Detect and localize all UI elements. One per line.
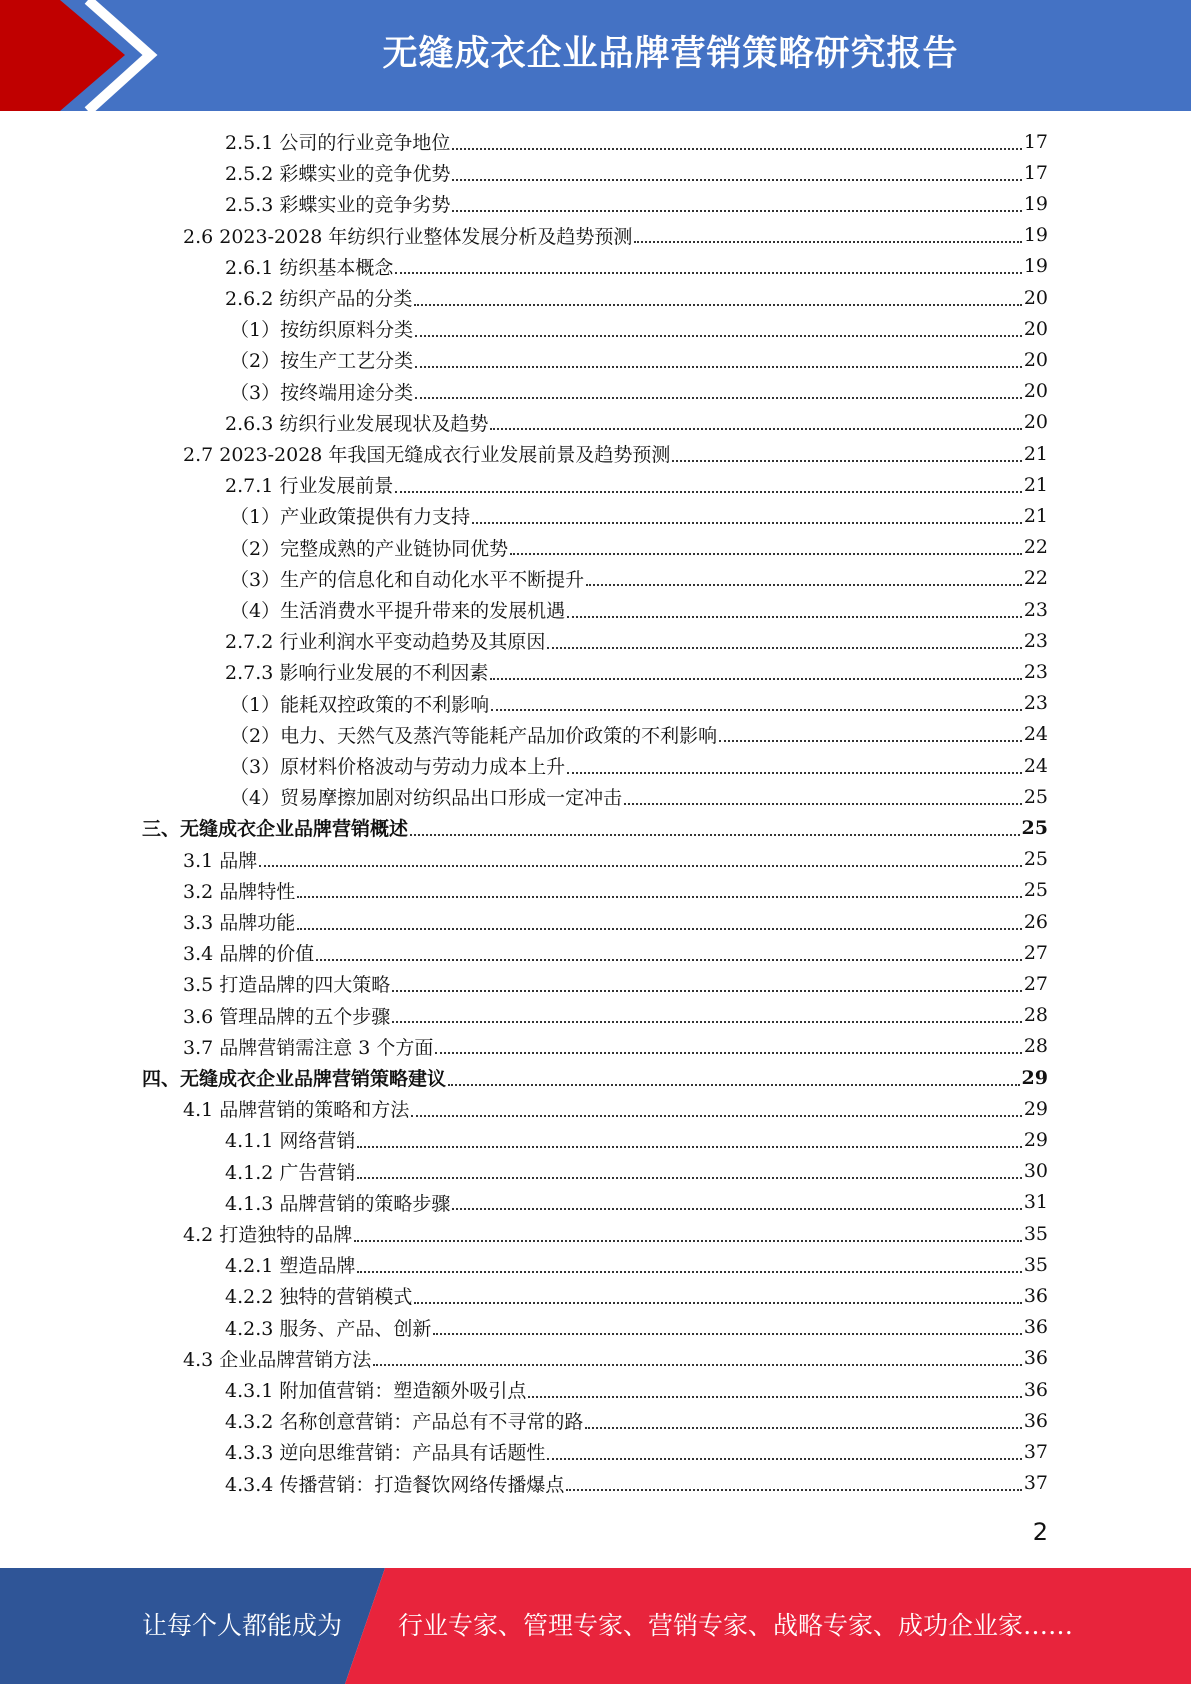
toc-entry-title: （3）按终端用途分类 [230, 381, 414, 404]
toc-leader-dots [490, 678, 1021, 680]
toc-entry[interactable] [230, 376, 1048, 407]
toc-entry[interactable] [225, 157, 1048, 188]
toc-entry-title: 4.1.2 广告营销 [225, 1161, 356, 1184]
toc-leader-dots [411, 1115, 1022, 1117]
toc-entry[interactable] [230, 688, 1048, 719]
toc-leader-dots [547, 1458, 1021, 1460]
toc-entry-title: 四、无缝成衣企业品牌营销策略建议 [142, 1068, 447, 1090]
toc-entry-title: 3.4 品牌的价值 [183, 943, 315, 966]
toc-entry-title: （1）按纺织原料分类 [230, 319, 414, 342]
toc-entry[interactable] [183, 875, 1048, 906]
toc-entry-page: 26 [1023, 910, 1048, 933]
toc-leader-dots [435, 1052, 1021, 1054]
page-footer [0, 1568, 1191, 1684]
toc-entry-title: 4.3.3 逆向思维营销：产品具有话题性 [225, 1442, 546, 1465]
toc-entry-page: 23 [1023, 629, 1048, 652]
toc-entry[interactable] [225, 469, 1048, 500]
toc-entry-title: （2）完整成熟的产业链协同优势 [230, 537, 509, 560]
toc-entry-page: 21 [1023, 473, 1048, 496]
toc-entry-title: 4.1.1 网络营销 [225, 1130, 356, 1153]
toc-leader-dots [634, 241, 1021, 243]
toc-leader-dots [672, 460, 1021, 462]
toc-entry-title: （2）电力、天然气及蒸汽等能耗产品加价政策的不利影响 [230, 724, 718, 747]
toc-leader-dots [415, 335, 1022, 337]
toc-entry-title: 3.5 打造品牌的四大策略 [183, 974, 391, 997]
toc-entry-page: 20 [1023, 317, 1048, 340]
toc-entry-page: 19 [1023, 192, 1048, 215]
toc-entry-page: 22 [1023, 536, 1048, 559]
toc-entry-page: 23 [1023, 692, 1048, 715]
toc-entry[interactable] [183, 906, 1048, 937]
toc-entry[interactable] [225, 126, 1048, 157]
toc-entry-title: 2.7.1 行业发展前景 [225, 475, 394, 498]
toc-entry-title: 2.6.3 纺织行业发展现状及趋势 [225, 412, 489, 435]
toc-entry-page: 36 [1023, 1378, 1048, 1401]
toc-entry[interactable] [183, 844, 1048, 875]
toc-entry-page: 22 [1023, 567, 1048, 590]
toc-entry[interactable] [183, 1218, 1048, 1249]
toc-leader-dots [585, 1427, 1021, 1429]
toc-leader-dots [452, 210, 1021, 212]
toc-entry-page: 36 [1023, 1316, 1048, 1339]
toc-entry-title: 4.1.3 品牌营销的策略步骤 [225, 1192, 451, 1215]
toc-entry-page: 37 [1023, 1440, 1048, 1463]
toc-entry-title: （2）按生产工艺分类 [230, 350, 414, 373]
toc-entry-page: 36 [1023, 1409, 1048, 1432]
toc-entry-page: 24 [1023, 723, 1048, 746]
toc-leader-dots [414, 1302, 1021, 1304]
toc-leader-dots [392, 1021, 1022, 1023]
toc-entry-title: 2.7 2023-2028 年我国无缝成衣行业发展前景及趋势预测 [183, 444, 671, 466]
toc-leader-dots [490, 428, 1021, 430]
toc-entry[interactable] [183, 438, 1048, 469]
toc-leader-dots [415, 397, 1022, 399]
footer-slogan-left: 让每个人都能成为 [142, 1611, 343, 1640]
toc-entry-title: 4.3.2 名称创意营销：产品总有不寻常的路 [225, 1411, 584, 1434]
toc-leader-dots [357, 1146, 1021, 1148]
toc-entry[interactable] [183, 1000, 1048, 1031]
toc-leader-dots [472, 522, 1022, 524]
toc-entry-title: 2.6 2023-2028 年纺织行业整体发展分析及趋势预测 [183, 225, 633, 248]
toc-entry-title: 2.7.2 行业利润水平变动趋势及其原因 [225, 631, 546, 654]
toc-entry-page: 17 [1023, 130, 1048, 153]
toc-entry[interactable] [225, 656, 1048, 687]
toc-entry[interactable] [183, 1031, 1048, 1062]
toc-leader-dots [373, 1364, 1022, 1366]
toc-entry-title: 4.1 品牌营销的策略和方法 [183, 1099, 410, 1122]
toc-entry[interactable] [225, 1156, 1048, 1187]
page-header [0, 0, 1191, 111]
toc-entry[interactable] [183, 220, 1048, 251]
toc-entry-title: 2.5.2 彩蝶实业的竞争优势 [225, 163, 451, 186]
toc-entry-page: 20 [1023, 411, 1048, 434]
toc-entry-title: 2.5.1 公司的行业竞争地位 [225, 132, 451, 154]
toc-entry-title: （4）贸易摩擦加剧对纺织品出口形成一定冲击 [230, 787, 623, 810]
toc-leader-dots [448, 1084, 1020, 1086]
toc-entry-page: 25 [1023, 785, 1048, 808]
toc-entry-page: 25 [1023, 848, 1048, 871]
toc-entry-page: 21 [1023, 442, 1048, 465]
toc-entry-title: 3.3 品牌功能 [183, 912, 296, 934]
toc-entry[interactable] [230, 719, 1048, 750]
toc-entry-page: 19 [1023, 255, 1048, 278]
toc-entry[interactable] [225, 1374, 1048, 1405]
toc-entry-title: （3）生产的信息化和自动化水平不断提升 [230, 568, 585, 591]
toc-entry-page: 23 [1023, 598, 1048, 621]
toc-entry[interactable] [225, 188, 1048, 219]
toc-leader-dots [410, 834, 1020, 836]
toc-entry-page: 21 [1023, 504, 1048, 527]
toc-entry-page: 29 [1023, 1128, 1048, 1151]
toc-leader-dots [452, 1208, 1021, 1210]
toc-entry-page: 19 [1023, 224, 1048, 247]
toc-leader-dots [354, 1240, 1022, 1242]
toc-leader-dots [316, 959, 1022, 961]
toc-entry-page: 37 [1023, 1472, 1048, 1495]
toc-leader-dots [452, 179, 1021, 181]
toc-entry-title: 2.6.1 纺织基本概念 [225, 256, 394, 279]
toc-entry[interactable] [225, 1280, 1048, 1311]
toc-leader-dots [392, 990, 1022, 992]
toc-entry[interactable] [183, 1343, 1048, 1374]
toc-entry[interactable] [230, 344, 1048, 375]
toc-entry[interactable] [230, 594, 1048, 625]
toc-entry-title: 4.3.1 附加值营销：塑造额外吸引点 [225, 1380, 527, 1402]
toc-entry[interactable] [225, 282, 1048, 313]
toc-entry[interactable] [230, 313, 1048, 344]
toc-entry-title: 2.6.2 纺织产品的分类 [225, 288, 413, 310]
toc-entry[interactable] [230, 532, 1048, 563]
toc-entry[interactable] [225, 1468, 1048, 1499]
toc-entry-title: 4.2.1 塑造品牌 [225, 1255, 356, 1278]
toc-leader-dots [395, 491, 1021, 493]
toc-leader-dots [566, 1489, 1021, 1491]
toc-entry[interactable] [230, 563, 1048, 594]
toc-entry-title: 3.2 品牌特性 [183, 880, 296, 903]
toc-leader-dots [415, 366, 1022, 368]
toc-entry-page: 29 [1023, 1097, 1048, 1120]
toc-entry[interactable] [225, 1405, 1048, 1436]
toc-entry-page: 25 [1021, 816, 1048, 839]
footer-slogan-right: 行业专家、管理专家、营销专家、战略专家、成功企业家…… [398, 1611, 1074, 1640]
toc-entry[interactable] [183, 1093, 1048, 1124]
toc-leader-dots [491, 709, 1022, 711]
report-title: 无缝成衣企业品牌营销策略研究报告 [382, 34, 959, 74]
toc-leader-dots [297, 928, 1022, 930]
toc-leader-dots [357, 1177, 1021, 1179]
toc-entry-page: 35 [1023, 1222, 1048, 1245]
toc-entry-title: 3.6 管理品牌的五个步骤 [183, 1005, 391, 1028]
toc-entry-page: 27 [1023, 941, 1048, 964]
toc-leader-dots [528, 1396, 1021, 1398]
toc-entry[interactable] [225, 251, 1048, 282]
toc-leader-dots [414, 304, 1021, 306]
toc-entry-page: 23 [1023, 660, 1048, 683]
toc-entry[interactable] [183, 968, 1048, 999]
toc-entry-title: 三、无缝成衣企业品牌营销概述 [142, 818, 409, 841]
toc-entry[interactable] [225, 1124, 1048, 1155]
toc-entry[interactable] [230, 781, 1048, 812]
toc-entry[interactable] [230, 750, 1048, 781]
toc-leader-dots [395, 272, 1021, 274]
toc-entry-title: 4.2 打造独特的品牌 [183, 1224, 353, 1246]
toc-entry-page: 30 [1023, 1160, 1048, 1183]
toc-entry-page: 17 [1023, 161, 1048, 184]
toc-entry[interactable] [225, 1249, 1048, 1280]
toc-entry-page: 36 [1023, 1284, 1048, 1307]
toc-entry-title: （1）能耗双控政策的不利影响 [230, 693, 490, 716]
toc-entry-title: （4）生活消费水平提升带来的发展机遇 [230, 600, 566, 622]
toc-leader-dots [719, 740, 1022, 742]
toc-leader-dots [624, 803, 1022, 805]
toc-leader-dots [586, 584, 1022, 586]
toc-entry-title: 4.2.3 服务、产品、创新 [225, 1317, 432, 1340]
toc-leader-dots [357, 1271, 1021, 1273]
toc-entry-page: 29 [1021, 1066, 1048, 1089]
toc-entry-title: 4.3.4 传播营销：打造餐饮网络传播爆点 [225, 1473, 565, 1496]
toc-entry-page: 31 [1023, 1191, 1048, 1214]
toc-leader-dots [297, 896, 1022, 898]
toc-entry-page: 24 [1023, 754, 1048, 777]
toc-entry-page: 20 [1023, 380, 1048, 403]
toc-entry-title: 2.5.3 彩蝶实业的竞争劣势 [225, 194, 451, 217]
toc-entry-page: 28 [1023, 1004, 1048, 1027]
toc-entry[interactable] [142, 1062, 1048, 1093]
toc-entry-page: 36 [1023, 1347, 1048, 1370]
toc-entry[interactable] [183, 937, 1048, 968]
toc-entry[interactable] [225, 1436, 1048, 1467]
toc-leader-dots [567, 616, 1022, 618]
toc-leader-dots [567, 772, 1022, 774]
toc-entry-page: 35 [1023, 1253, 1048, 1276]
toc-entry-page: 28 [1023, 1035, 1048, 1058]
page-number: 2 [1032, 1518, 1048, 1546]
toc-leader-dots [452, 148, 1021, 150]
toc-leader-dots [433, 1333, 1021, 1335]
toc-entry-title: 4.2.2 独特的营销模式 [225, 1286, 413, 1309]
toc-entry-page: 27 [1023, 972, 1048, 995]
toc-entry-title: 4.3 企业品牌营销方法 [183, 1348, 372, 1371]
toc-entry[interactable] [225, 1187, 1048, 1218]
toc-entry-title: 3.1 品牌 [183, 849, 258, 872]
toc-entry-title: 3.7 品牌营销需注意 3 个方面 [183, 1036, 434, 1059]
toc-entry-title: （3）原材料价格波动与劳动力成本上升 [230, 756, 566, 778]
toc-entry-title: 2.7.3 影响行业发展的不利因素 [225, 662, 489, 685]
toc-leader-dots [259, 865, 1022, 867]
toc-entry[interactable] [225, 407, 1048, 438]
toc-entry[interactable] [225, 625, 1048, 656]
toc-entry-title: （1）产业政策提供有力支持 [230, 506, 471, 529]
toc-entry-page: 20 [1023, 286, 1048, 309]
toc-entry[interactable] [142, 812, 1048, 843]
toc-entry[interactable] [230, 500, 1048, 531]
toc-entry-page: 20 [1023, 348, 1048, 371]
toc-leader-dots [547, 647, 1021, 649]
toc-leader-dots [510, 553, 1022, 555]
toc-entry-page: 25 [1023, 879, 1048, 902]
toc-entry[interactable] [225, 1312, 1048, 1343]
